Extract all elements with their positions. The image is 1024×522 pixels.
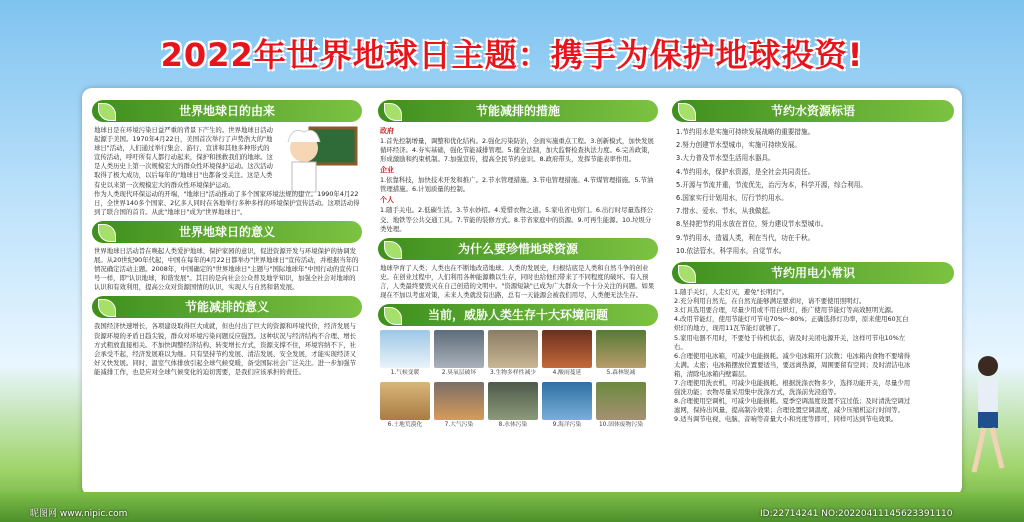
list-item: 9.适当调节电视、电脑、音响等音量大小和亮度等即可，同样可达到节电效果。 — [674, 415, 898, 424]
photo-ocean-pollution: 9.海洋污染 — [542, 382, 592, 430]
list-item: 3.大力普及节水型生活用水器具。 — [676, 154, 775, 163]
list-item: 2.充分利用自然光，在自然光能够满足要求时，请不要使用照明灯。 — [674, 297, 866, 306]
section-header-measures: 节能减排的措施 — [378, 100, 658, 122]
meaning-paragraph: 世界地球日活动旨在唤起人类爱护地球、保护家园的意识，促进资源开发与环境保护的协调发展。从20世纪90年代起，中国在每年的4月22日都举办"世界地球日"宣传活动，并根据当年的情况确定活动主题。2008年，中国确定的"世界地球日"主题与"国际地球年"中国行动的宣传口号一样，即"认识地球，和谐发展"。其目的是向社会公众普及地学知识，加强全社会对地球的认识和有效利用，提高公众对资源国情的认识，实现人与自然和谐发展。 — [94, 246, 359, 292]
leaf-icon — [98, 224, 116, 242]
photo-global-warming: 1.气候变暖 — [380, 330, 430, 378]
list-item: 10.依法管水，科学用水，自觉节水。 — [676, 246, 786, 255]
section-header-power-tips: 节约用电小常识 — [672, 262, 954, 284]
photo-desertification: 6.土地荒漠化 — [380, 382, 430, 430]
runner-illustration — [962, 352, 1012, 482]
column-right — [672, 96, 954, 424]
list-item: 8.合理使用空调机，可减少电能损耗。夏季空调温度设置不宜过低；及时清洗空调过滤网，保持出风量，提高制冷效果；合理设置空调温度，减少压缩机运行时间等。 — [674, 397, 911, 415]
list-item: 4.节约用水，保护水资源，是全社会共同责任。 — [676, 167, 815, 176]
leaf-icon — [98, 103, 116, 121]
list-item: 6.国家实行计划用水，厉行节约用水。 — [676, 194, 788, 203]
list-item: 7.惜水、爱水、节水，从我做起。 — [676, 207, 775, 216]
section-header-ten-problems: 当前，威胁人类生存十大环境问题 — [378, 304, 658, 326]
leaf-icon — [98, 299, 116, 317]
watermark-right: ID:22714241 NO:20220411145623391110 — [760, 509, 953, 519]
list-item: 1.节约用水是实施可持续发展战略的重要措施。 — [676, 128, 815, 136]
energy-meaning-paragraph: 我国经济快速增长，各项建设取得巨大成就，但也付出了巨大的资源和环境代价，经济发展与资源环境的矛盾日趋尖锐，群众对环境污染问题反应强烈。这种状况与经济结构不合理、增长方式粗放直接相关。不加快调整经济结构、转变增长方式，资源支撑不住，环境容纳不下，社会承受不起，经济发展难以为继。只有坚持节约发展、清洁发展、安全发展，才能实现经济又好又快发展。同时，温室气体排放引起全球气候变暖，备受国际社会广泛关注。进一步加强节能减排工作，也是应对全球气候变化的迫切需要，是我们应该承担的责任。 — [94, 322, 357, 376]
photo-solid-waste: 10.固体废物污染 — [596, 382, 646, 430]
origin-paragraph-1: 地球日是在环境污染日益严重的背景下产生的。世界地球日活动起源于美国。1970年4月22日，美国首次举行了声势浩大的"地球日"活动，人们通过举行集会、游行、宣讲和其他多种形式的宣传活动，呼吁所有人都行动起来，保护和拯救我们的地球。这是人类历史上第一次规模宏大的群众性环境保护运动。这次活动取得了极大成功，以后每年的"地球日"也都备受关注。这是人类有史以来第一次规模宏大的群众性环境保护运动。 — [94, 126, 273, 189]
list-item: 7.合理使用洗衣机，可减少电能损耗。根据洗涤衣物多少，选择功能开关，尽量少用强洗功能；衣物尽量采用集中洗涤方式，洗涤前先浸泡等。 — [674, 378, 911, 397]
personal-label: 个人 — [380, 196, 394, 205]
section-header-why-cherish: 为什么要珍惜地球资源 — [378, 238, 658, 260]
section-header-energy-meaning: 节能减排的意义 — [92, 296, 362, 318]
leaf-icon — [384, 103, 402, 121]
photo-deforestation: 5.森林锐减 — [596, 330, 646, 378]
list-item: 2.努力创建节水型城市，实施可持续发展。 — [676, 141, 801, 150]
enterprise-label: 企业 — [380, 166, 394, 175]
list-item: 5.开源与节流并重，节流优先，治污为本，科学开源，综合利用。 — [676, 180, 867, 189]
why-cherish-paragraph: 地球孕育了人类；人类也在不断地改造地球。人类的发展史，归根结底是人类和自然斗争的创业史。在创业过程中，人们利用各种能源赖以生存，同时也给他们带来了不同程度的破坏。有人预言，人类最终要毁灭在自己创造的文明中。"资源短缺"已成为广大群众一个十分关注的问题。如果现在不加以考虑对策，未来人类就没有出路，总有一天能源会被我们用尽，人类便无法生存。 — [380, 263, 655, 300]
list-item: 8.坚持把节约用水放在首位，努力建设节水型城市。 — [676, 220, 828, 229]
section-header-water-slogans: 节约水资源标语 — [672, 100, 954, 122]
origin-paragraph-2: 作为人类现代环保运动的开端，"地球日"活动推动了多个国家环境法规的建立。1990年4月22日，全世界140多个国家、2亿多人同时在各地举行多种多样的环境保护宣传活动。这项活动得到了联合国的首肯。从此"地球日"成为"世界地球日"。 — [94, 189, 360, 216]
list-item: 5.家用电器不用时，不要处于待机状态，请及时关闭电源开关，这样可节电10%左右。 — [674, 333, 906, 351]
list-item: 6.合理使用电冰箱，可减少电能损耗。减少电冰箱开门次数；电冰箱内食物不要堵得太满。太密；电冰箱摆放位置要适当，要远离热源，周围要留有空间；及时清洁电冰箱，清除电冰箱内壁霜层。 — [674, 351, 911, 378]
leaf-icon — [384, 307, 402, 325]
column-middle — [378, 96, 658, 434]
photo-air-pollution: 7.大气污染 — [434, 382, 484, 430]
photo-ozone: 2.臭氧层破坏 — [434, 330, 484, 378]
leaf-icon — [678, 103, 696, 121]
list-item: 1.随手关灯，人走灯灭，避免"长明灯"。 — [674, 288, 789, 297]
watermark-left: 昵图网 www.nipic.com — [30, 509, 128, 519]
list-item: 3.灯具选用要合理，尽量少用或不用白炽灯，推广使用节能灯等高效照明光源。 — [674, 306, 898, 315]
gov-text: 1.首先控制增量，调整和优化结构。2.强化污染防治，全面实施重点工程。3.创新模式，加快发展循环经济。4.夯实基础，强化节能减排管理。5.健全法制，加大监督检查执法力度。6.完善政策，形成激励和约束机制。7.加强宣传，提高全民节约意识。8.政府带头，发挥节能表率作用。 — [380, 137, 654, 164]
photo-water-pollution: 8.水体污染 — [488, 382, 538, 430]
leaf-icon — [678, 265, 696, 283]
list-item: 4.改用节能灯，使用节能灯可节电70%～80%；正确选择灯功率，原来使用60瓦白炽灯的地方，现用11瓦节能灯就够了。 — [674, 315, 909, 333]
personal-text: 1.随手关电。2.低碳生活。3.节水妙招。4.爱惜衣物之道。5.家电省电窍门。6.出行时尽量选择公交、地铁等公共交通工具。7.节能的装修方式。8.节省家庭中的资源。9.可再生能源。10.垃圾分类处理。 — [380, 206, 654, 233]
section-header-meaning: 世界地球日的意义 — [92, 221, 362, 243]
list-item: 9.节约用水，造福人类，利在当代，功在千秋。 — [676, 233, 815, 242]
photo-acid-rain: 4.酸雨蔓延 — [542, 330, 592, 378]
column-left — [92, 96, 362, 377]
power-tip-list — [672, 288, 914, 424]
gov-label: 政府 — [380, 127, 394, 135]
page-title: 2022年世界地球日主题：携手为保护地球投资! — [160, 36, 864, 74]
environment-photo-grid — [380, 330, 656, 430]
section-header-origin: 世界地球日的由来 — [92, 100, 362, 122]
photo-biodiversity: 3.生物多样性减少 — [488, 330, 538, 378]
enterprise-text: 1.依靠科技，加快技术开发和推广。2.节水管理措施。3.节电管理措施。4.节煤管理措施。5.节油管理措施。6.计划质量的控制。 — [380, 176, 654, 194]
water-slogan-list — [672, 126, 954, 258]
leaf-icon — [384, 241, 402, 259]
